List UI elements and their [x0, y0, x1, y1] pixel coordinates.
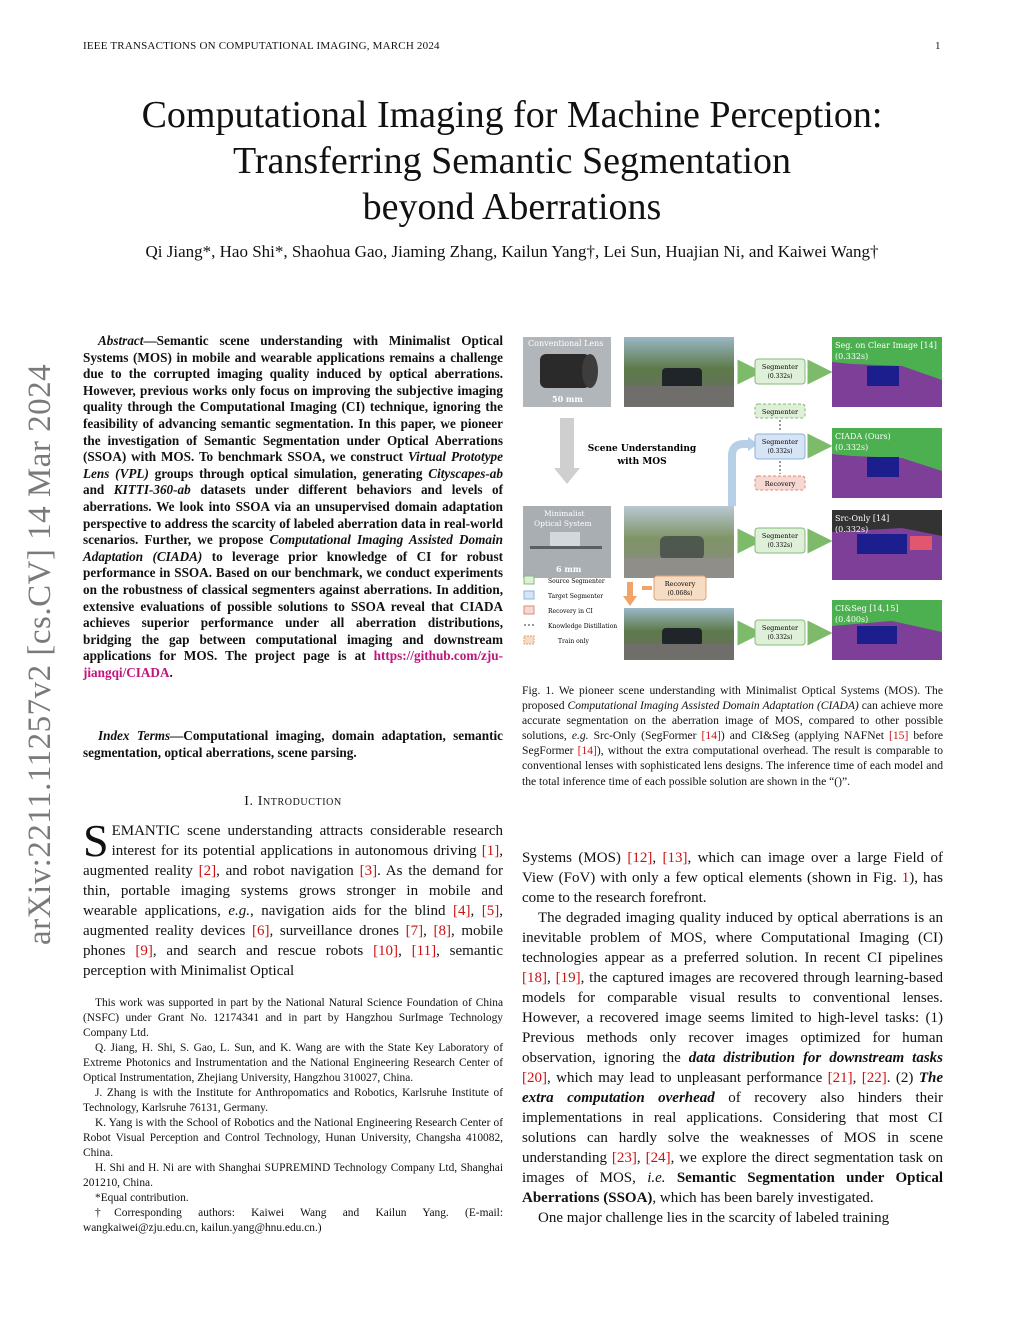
citation-link[interactable]: [14]: [701, 729, 721, 743]
output-label: Seg. on Clear Image [14]: [835, 341, 937, 350]
citation-link[interactable]: [21]: [827, 1070, 853, 1086]
segmenter-label: Segmenter: [761, 624, 799, 632]
intro-paragraph: [83, 815, 504, 981]
citation-link[interactable]: [22]: [861, 1070, 887, 1086]
citation-link[interactable]: [8]: [433, 923, 451, 939]
index-terms-label: Index Terms: [98, 728, 171, 743]
figure-1: [522, 336, 943, 661]
segmenter-label: Segmenter: [761, 438, 799, 446]
caption-text: Computational Imaging Assisted Domain Adaptation (CIADA): [567, 699, 859, 713]
citation-link[interactable]: [13]: [662, 850, 688, 866]
citation-link[interactable]: [15]: [889, 729, 909, 743]
caption-label: Fig. 1.: [522, 684, 555, 697]
intro-text: , mobile phones: [83, 923, 503, 959]
segmenter-time: (0.332s): [767, 634, 793, 641]
arxiv-stamp: arXiv:2211.11257v2 [cs.CV] 14 Mar 2024: [22, 363, 58, 945]
intro-text: , navigation aids for the blind: [250, 903, 453, 919]
title-line-2: Transferring Semantic Segmentation: [233, 140, 791, 182]
intro-text: . As the demand for thin, portable imaging systems grows stronger in mobile and wearable applications,: [83, 863, 504, 919]
body-text: ,: [547, 970, 556, 986]
caption-text: e.g.: [571, 729, 589, 743]
lens-size-6mm: 6 mm: [556, 564, 582, 574]
scene-understanding-label: Scene Understanding: [587, 444, 697, 454]
recovery-label: Recovery: [664, 580, 696, 588]
legend-item: Knowledge Distillation: [548, 623, 618, 630]
intro-text: , augmented reality: [83, 843, 503, 879]
page-number: 1: [935, 40, 941, 52]
citation-link[interactable]: [20]: [522, 1070, 547, 1086]
segmenter-time: (0.332s): [767, 542, 793, 549]
citation-link[interactable]: [18]: [522, 970, 547, 986]
abstract-text: .: [169, 664, 173, 680]
conventional-lens-label: Conventional Lens: [528, 339, 604, 348]
body-paragraph: [522, 848, 943, 908]
output-time: (0.332s): [835, 352, 869, 361]
recovery-time: (0.068s): [667, 590, 693, 597]
footnote-funding: This work was supported in part by the National Natural Science Foundation of China (NSFC) under Grant No. 12174341 and in part by Hangzhou SurImage Technology Company Ltd.: [83, 997, 503, 1039]
figure-link[interactable]: 1: [901, 870, 910, 886]
caption-text: Src-Only (SegFormer: [588, 729, 702, 743]
citation-link[interactable]: [1]: [481, 843, 500, 859]
citation-link[interactable]: [2]: [198, 863, 217, 879]
citation-link[interactable]: [12]: [627, 850, 653, 866]
footnotes: [83, 996, 503, 1236]
mos-label: Optical System: [534, 519, 592, 528]
footnote-equal: *Equal contribution.: [95, 1192, 189, 1204]
footnote-corresponding: †Corresponding authors: Kaiwei Wang and Kailun Yang. (E-mail: wangkaiwei@zju.edu.cn, kailun.yang@hnu.edu.cn.): [83, 1207, 503, 1234]
body-text: ), has come to the research forefront.: [522, 870, 943, 906]
caption-text: before SegFormer: [522, 729, 943, 758]
abstract-term: Cityscapes-ab: [428, 465, 503, 481]
right-column-body: [522, 848, 943, 1228]
section-heading: [83, 794, 503, 810]
lens-size-50mm: 50 mm: [552, 394, 583, 404]
figure-legend: [524, 576, 617, 645]
output-time: (0.332s): [835, 443, 869, 452]
abstract-text: to leverage prior knowledge of CI for robust performance in SSOA. Based on our benchmark, we conduct experiments on the robustness of classical segmenters against aberrations. In addition, extensive evaluations of possible solutions to SSOA reveal that CIADA achieves superior performance under all aberration distributions, bridging the gap between computational imaging and downstream applications for MOS. The project page is at: [83, 548, 503, 664]
citation-link[interactable]: [9]: [135, 943, 153, 959]
body-text: , which has been barely investigated.: [652, 1190, 874, 1206]
intro-text: ,: [470, 903, 482, 919]
body-text: , the captured images are recovered through learning-based models for comparable visual results to conventional lenses. However, a recovered image seems limited to high-level tasks: (1) Previous methods only recover images optimized for human observation, ignoring the: [522, 970, 944, 1066]
output-label: Src-Only [14]: [835, 514, 890, 523]
abstract-label: Abstract: [98, 333, 144, 348]
citation-link[interactable]: [4]: [452, 903, 471, 919]
intro-text: , augmented reality devices: [83, 903, 503, 939]
body-text: Systems (MOS): [522, 850, 628, 866]
recovery-label: Recovery: [764, 480, 796, 488]
abstract-text: groups through optical simulation, generating: [148, 465, 429, 481]
caption-text: can achieve more accurate segmentation on the aberration image of MOS, compared to other possible solutions,: [522, 699, 943, 743]
body-text: , which may lead to unpleasant performance: [547, 1070, 828, 1086]
drop-cap: S: [83, 815, 109, 866]
abstract-text: Semantic scene understanding with Minimalist Optical Systems (MOS) in mobile and wearable applications remains a challenge due to the corrupted imaging quality induced by optical aberrations. However, previous works only focus on improving the subjective imaging quality through the Computational Imaging (CI) technique, ignoring the feasibility of advancing semantic segmentation. In this paper, we pioneer the investigation of Semantic Segmentation under Optical Aberrations (SSOA) with MOS. To benchmark SSOA, we construct: [83, 333, 503, 465]
intro-text: ,: [423, 923, 434, 939]
abstract-term: Virtual Prototype Lens (VPL): [83, 449, 503, 481]
figure-caption: [522, 683, 943, 789]
body-text: , we explore the direct segmentation task on images of MOS,: [522, 1150, 943, 1186]
emphasis-text: The extra computation overhead: [522, 1070, 943, 1106]
output-label: CIADA (Ours): [835, 432, 891, 441]
caption-text: ) and CI&Seg (applying NAFNet: [720, 729, 890, 743]
citation-link[interactable]: [5]: [481, 903, 500, 919]
citation-link[interactable]: [11]: [411, 943, 437, 959]
abstract-term: Computational Imaging Assisted Domain Adaptation (CIADA): [83, 532, 503, 564]
segmenter-time: (0.332s): [767, 448, 793, 455]
citation-link[interactable]: [7]: [405, 923, 424, 939]
footnote-affiliation: Q. Jiang, H. Shi, S. Gao, L. Sun, and K. Wang are with the State Key Laboratory of Extreme Photonics and Instrumentation and the National Engineering Research Center of Optical Instrumentation, Zhejiang University, Hangzhou 310027, China.: [83, 1042, 503, 1084]
body-text: The degraded imaging quality induced by optical aberrations is an inevitable problem of MOS, where Computational Imaging (CI) technologies appear as a preferred solution. In recent CI pipelines: [522, 910, 943, 966]
footnote-affiliation: J. Zhang is with the Institute for Anthropomatics and Robotics, Karlsruhe Institute of Technology, Karlsruhe 76131, Germany.: [83, 1087, 503, 1114]
intro-text: ,: [398, 943, 412, 959]
body-paragraph: [522, 908, 943, 1208]
legend-item: Target Segmenter: [548, 593, 604, 600]
body-text: . (2): [886, 1070, 919, 1086]
intro-text: , surveillance drones: [269, 923, 406, 939]
citation-link[interactable]: [23]: [611, 1150, 637, 1166]
mos-label: Minimalist: [544, 509, 585, 518]
output-time: (0.332s): [835, 525, 869, 534]
citation-link[interactable]: [10]: [373, 943, 399, 959]
section-number: I.: [244, 794, 254, 809]
title-line-1: Computational Imaging for Machine Perception:: [141, 94, 883, 136]
abstract-text: and: [83, 482, 114, 498]
footnote-affiliation: H. Shi and H. Ni are with Shanghai SUPREMIND Technology Company Ltd, Shanghai 201210, China.: [83, 1162, 503, 1189]
output-time: (0.400s): [835, 615, 869, 624]
scene-understanding-label: with MOS: [617, 457, 667, 467]
segmenter-label: Segmenter: [761, 408, 799, 416]
caption-text: ), without the extra computational overhead. The result is comparable to conventional lenses with sophisticated lens designs. The inference time of each model and the total inference time of each possible solution are shown in the “()”.: [522, 744, 943, 788]
segmenter-label: Segmenter: [761, 532, 799, 540]
index-terms: Index Terms—Computational imaging, domain adaptation, semantic segmentation, optical aberrations, scene parsing.: [83, 728, 503, 760]
running-header: IEEE TRANSACTIONS ON COMPUTATIONAL IMAGING, MARCH 2024: [83, 40, 440, 52]
index-terms-text: Computational imaging, domain adaptation, semantic segmentation, optical aberrations, scene parsing.: [83, 728, 503, 760]
legend-item: Source Segmenter: [548, 578, 605, 585]
output-label: CI&Seg [14,15]: [835, 604, 899, 613]
citation-link[interactable]: [3]: [359, 863, 378, 879]
body-text: [666, 1170, 677, 1186]
footnote-affiliation: K. Yang is with the School of Robotics and the National Engineering Research Center of Robot Visual Perception and Control Technology, Hunan University, Changsha 410082, China.: [83, 1117, 503, 1159]
author-list: Qi Jiang*, Hao Shi*, Shaohua Gao, Jiaming Zhang, Kailun Yang†, Lei Sun, Huajian Ni, and Kaiwei Wang†: [145, 242, 879, 261]
segmenter-label: Segmenter: [761, 363, 799, 371]
emphasis-text: Semantic Segmentation under Optical Aberrations (SSOA): [522, 1170, 943, 1206]
abstract: Abstract—Semantic scene understanding with Minimalist Optical Systems (MOS) in mobile and wearable applications remains a challenge due to the corrupted imaging quality induced by optical aberrations. However, previous works only focus on improving the subjective imaging quality through the Computational Imaging (CI) technique, ignoring the feasibility of advancing semantic segmentation. In this paper, we pioneer the investigation of Semantic Segmentation under Optical Aberrations (SSOA) with MOS. To benchmark SSOA, we construct Virtual Prototype Lens (VPL) groups through optical simulation, generating Cityscapes-ab and KITTI-360-ab datasets under different behaviors and levels of aberrations. We look into SSOA via an unsupervised domain adaptation perspective to address the scarcity of labeled aberration data in real-world scenarios. Further, we propose Computational Imaging Assisted Domain Adaptation (CIADA) to leverage prior knowledge of CI for robust performance in SSOA. Based on our benchmark, we conduct experiments on the robustness of classical segmenters against aberrations. In addition, extensive evaluations of possible solutions to SSOA reveal that CIADA achieves superior performance under all aberration distributions, bridging the gap between computational imaging and downstream applications for MOS. The project page is at https://github.com/zju-jiangqi/CIADA.: [83, 333, 503, 680]
emphasis-text: data distribution for downstream tasks: [688, 1050, 943, 1066]
citation-link[interactable]: [14]: [577, 744, 597, 758]
abstract-text: datasets under different behaviors and levels of aberrations. We look into SSOA via an unsupervised domain adaptation perspective to address the scarcity of labeled aberration data in real-world scenarios. Further, we propose: [83, 482, 503, 548]
citation-link[interactable]: [24]: [645, 1150, 671, 1166]
body-text: of recovery also hinders their implementations in real applications. Considering that most CI solutions can hardly solve the weaknesses of MOS in scene understanding: [522, 1090, 943, 1166]
body-text: ,: [636, 1150, 646, 1166]
body-text: , which can image over a large Field of View (FoV) with only a few optical elements (shown in Fig.: [522, 850, 944, 886]
abstract-term: KITTI-360-ab: [113, 482, 191, 498]
legend-item: Train only: [558, 638, 589, 645]
caption-text: We pioneer scene understanding with Minimalist Optical Systems (MOS). The proposed: [522, 684, 943, 713]
citation-link[interactable]: [6]: [251, 923, 270, 939]
body-text: ,: [852, 1070, 862, 1086]
body-paragraph: One major challenge lies in the scarcity of labeled training: [538, 1210, 890, 1226]
paper-title: [60, 92, 964, 230]
body-text: ,: [652, 850, 663, 866]
citation-link[interactable]: [19]: [555, 970, 581, 986]
intro-text: , and robot navigation: [216, 863, 360, 879]
intro-text: , semantic perception with Minimalist Optical: [83, 943, 503, 979]
body-text: i.e.: [647, 1170, 666, 1186]
intro-text: e.g.: [228, 903, 251, 919]
title-line-3: beyond Aberrations: [362, 186, 662, 228]
section-name: Introduction: [257, 794, 342, 809]
project-page-link[interactable]: https://github.com/zju-jiangqi/CIADA: [83, 648, 503, 680]
intro-text: scene understanding attracts considerable research interest for its potential applications in autonomous driving: [111, 823, 503, 859]
segmenter-time: (0.332s): [767, 373, 793, 380]
legend-item: Recovery in CI: [548, 608, 593, 615]
intro-text: , and search and rescue robots: [152, 943, 374, 959]
intro-first-word: EMANTIC: [111, 823, 180, 839]
